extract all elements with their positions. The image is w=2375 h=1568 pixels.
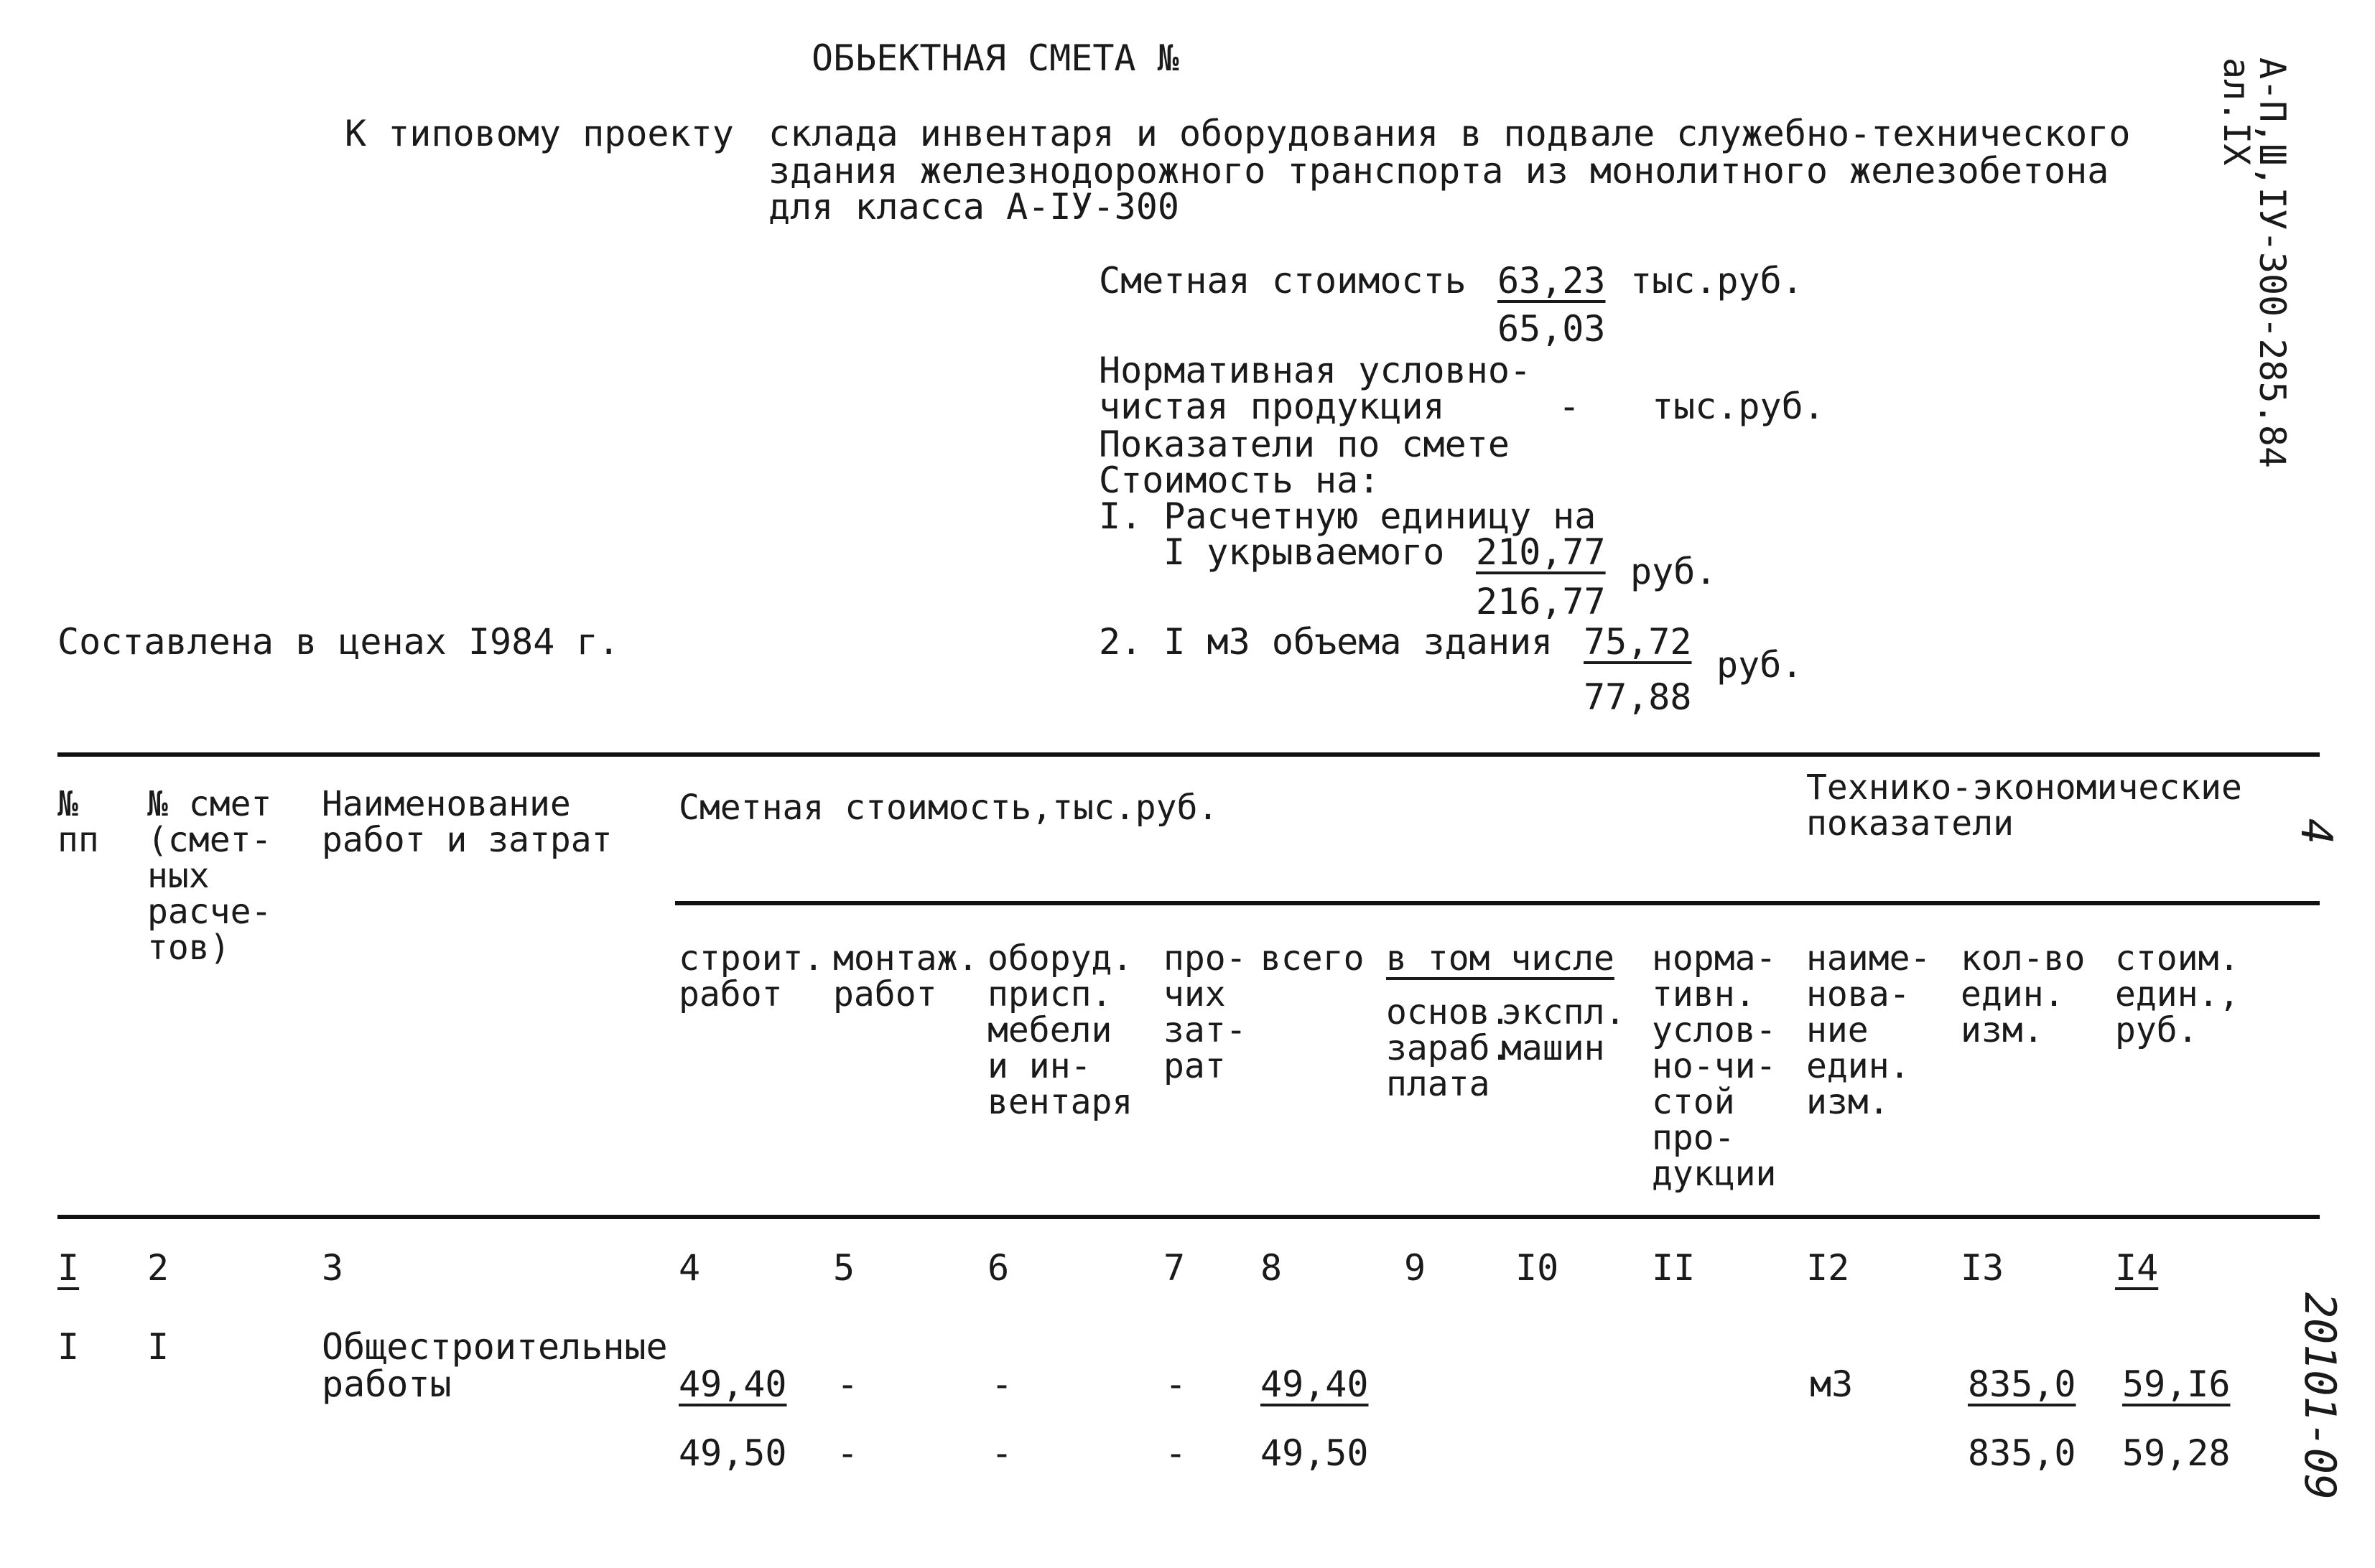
row-1-unit-cost-alt: 59,28 [2122,1432,2231,1474]
page-number: 4 [2291,818,2341,845]
item1-value: 210,77 [1476,531,1606,573]
col-number-13: I3 [1961,1247,2004,1289]
row-1-mount: - [837,1363,859,1405]
row-1-estimate: I [147,1326,169,1368]
col-number-11: II [1652,1247,1696,1289]
header-no: № пп [57,784,99,860]
header-total: всего [1260,938,1365,979]
col-number-10: I0 [1515,1247,1559,1289]
header-build: строит. работ [679,938,824,1014]
row-1-total-alt: 49,50 [1260,1432,1369,1474]
table-top-rule [57,752,2320,757]
header-including: в том числе [1386,938,1614,979]
header-other: про- чих зат- рат [1163,938,1247,1086]
item1-line-1: I. Расчетную единицу на [1099,495,1596,537]
row-1-unit-cost: 59,I6 [2122,1363,2231,1405]
subtitle-prefix: К типовому проекту [345,113,734,154]
header-tech: Технико-экономические показатели [1806,767,2242,844]
col-number-2: 2 [147,1247,169,1289]
row-1-no: I [57,1326,80,1368]
col-number-5: 5 [833,1247,855,1289]
cost-alt-value: 65,03 [1497,308,1606,350]
prices-note: Составлена в ценах I984 г. [57,621,620,663]
indicators-label: Показатели по смете [1099,424,1510,465]
document-number: 20101-09 [2295,1292,2345,1500]
header-unit-name: наиме- нова- ние един. изм. [1806,938,1931,1122]
header-mount: монтаж. работ [833,938,979,1014]
row-1-equip-alt: - [991,1432,1013,1474]
header-unit-cost: стоим. един., руб. [2115,938,2240,1050]
document-title: ОБЬЕКТНАЯ СМЕТА № [812,37,1179,79]
row-1-other: - [1165,1363,1187,1405]
row-1-other-alt: - [1165,1432,1187,1474]
col-number-6: 6 [987,1247,1010,1289]
album-number: ал.IХ [2216,57,2257,166]
cost-on-label: Стоимость на: [1099,459,1380,501]
col-number-8: 8 [1260,1247,1283,1289]
row-1-unit: м3 [1810,1363,1854,1405]
row-1-equip: - [991,1363,1013,1405]
item2-label: 2. I м3 объема здания [1099,621,1553,663]
subtitle-line-3: для класса А-IУ-300 [768,186,1179,228]
subtitle-line-2: здания железнодорожного транспорта из монолитного железобетона [768,150,2109,192]
item1-unit: руб. [1630,551,1717,592]
row-1-mount-alt: - [837,1432,859,1474]
col-number-9: 9 [1404,1247,1426,1289]
col-number-3: 3 [322,1247,344,1289]
col-number-7: 7 [1163,1247,1186,1289]
row-1-build-alt: 49,50 [679,1432,787,1474]
header-machines: экспл. машин [1501,992,1626,1068]
table-header-bottom-rule [57,1215,2320,1219]
header-cost: Сметная стоимость,тыс.руб. [679,788,1219,828]
norm-label-1: Нормативная условно- [1099,350,1532,391]
row-1-total: 49,40 [1260,1363,1369,1405]
header-normative: норма- тивн. услов- но-чи- стой про- дукции [1652,938,1777,1194]
table-subheader-rule [675,901,2320,905]
col-number-12: I2 [1806,1247,1850,1289]
header-name: Наименование работ и затрат [322,784,613,860]
col-number-14: I4 [2115,1247,2159,1289]
norm-value: - [1558,386,1581,427]
header-wage: основ. зараб. плата [1386,992,1511,1104]
col-number-4: 4 [679,1247,701,1289]
header-equip: оборуд. присп. мебели и ин- вентаря [987,938,1133,1122]
cost-unit: тыс.руб. [1630,260,1803,302]
cost-value: 63,23 [1497,260,1606,302]
row-1-build: 49,40 [679,1363,787,1405]
item2-value: 75,72 [1584,621,1692,663]
row-1-name: Общестроительные работы [322,1326,668,1405]
item1-line-2: I укрываемого [1163,531,1445,573]
subtitle-line-1: склада инвентаря и оборудования в подвале служебно-технического [768,113,2131,154]
item1-alt-value: 216,77 [1476,581,1606,622]
header-estimate-no: № смет (смет- ных расче- тов) [147,784,272,968]
cost-label: Сметная стоимость [1099,260,1467,302]
item2-unit: руб. [1716,644,1803,686]
project-code: А-П,Ш,IУ-300-285.84 [2251,57,2293,468]
item2-alt-value: 77,88 [1584,676,1692,718]
row-1-quantity-alt: 835,0 [1968,1432,2076,1474]
norm-unit: тыс.руб. [1652,386,1825,427]
header-quantity: кол-во един. изм. [1961,938,2086,1050]
row-1-quantity: 835,0 [1968,1363,2076,1405]
norm-label-2: чистая продукция [1099,386,1445,427]
col-number-1: I [57,1247,80,1289]
